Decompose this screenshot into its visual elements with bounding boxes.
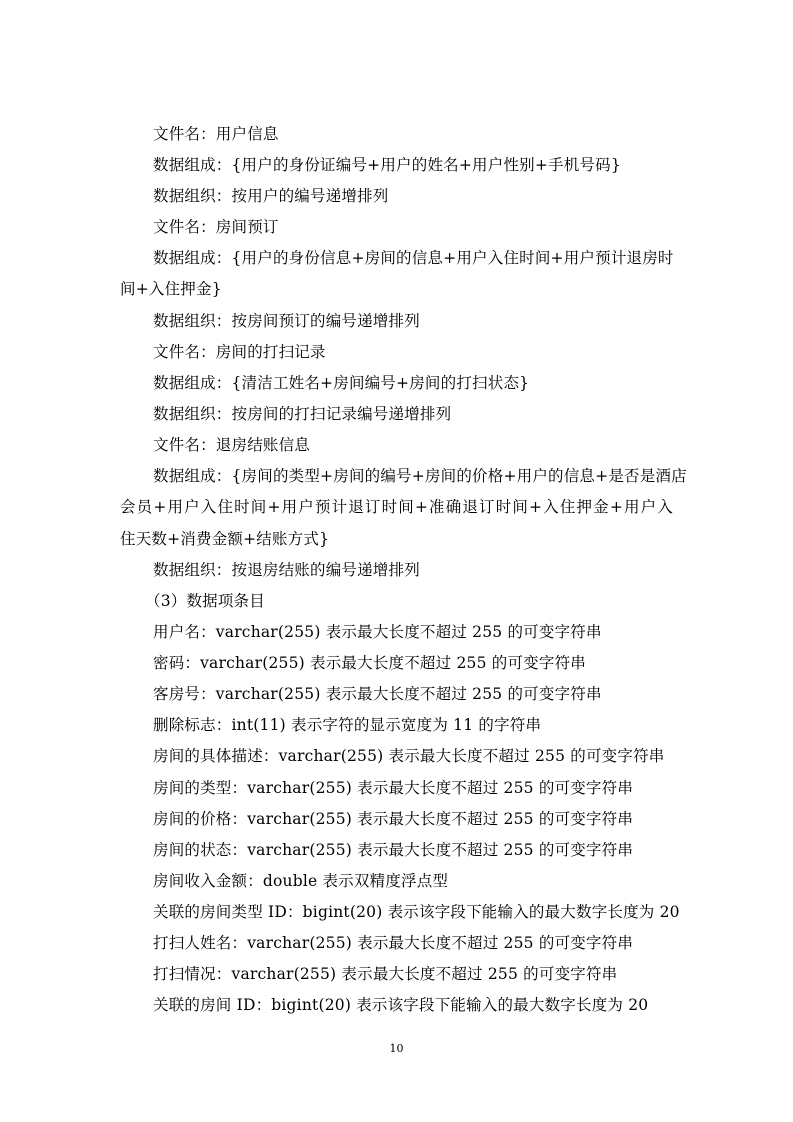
data-organization-checkout-info: 数据组织：按退房结账的编号递增排列 [153,561,420,579]
data-item-delete-flag: 删除标志：int(11) 表示字符的显示宽度为 11 的字符串 [153,716,542,734]
data-item-room-id: 关联的房间 ID：bigint(20) 表示该字段下能输入的最大数字长度为 20 [153,996,649,1014]
data-composition-user-info: 数据组成：{用户的身份证编号+用户的姓名+用户性别+手机号码} [153,156,621,174]
data-item-cleaner-name: 打扫人姓名：varchar(255) 表示最大长度不超过 255 的可变字符串 [153,934,634,952]
data-organization-user-info: 数据组织：按用户的编号递增排列 [153,187,389,205]
data-organization-room-booking: 数据组织：按房间预订的编号递增排列 [153,312,420,330]
data-item-room-type-id: 关联的房间类型 ID：bigint(20) 表示该字段下能输入的最大数字长度为 20 [153,903,680,921]
file-name-cleaning-record: 文件名：房间的打扫记录 [153,343,326,361]
data-item-cleaning-status: 打扫情况：varchar(255) 表示最大长度不超过 255 的可变字符串 [153,965,618,983]
data-organization-cleaning-record: 数据组织：按房间的打扫记录编号递增排列 [153,405,452,423]
data-composition-checkout-info: 数据组成：{房间的类型+房间的编号+房间的价格+用户的信息+是否是酒店 [153,467,687,485]
data-item-room-price: 房间的价格：varchar(255) 表示最大长度不超过 255 的可变字符串 [153,810,634,828]
data-composition-room-booking-continued: 间+入住押金} [120,280,222,298]
data-item-password: 密码：varchar(255) 表示最大长度不超过 255 的可变字符串 [153,654,586,672]
file-name-user-info: 文件名：用户信息 [153,125,279,143]
data-item-room-income: 房间收入金额：double 表示双精度浮点型 [153,872,449,890]
data-item-username: 用户名：varchar(255) 表示最大长度不超过 255 的可变字符串 [153,623,602,641]
data-item-room-number: 客房号：varchar(255) 表示最大长度不超过 255 的可变字符串 [153,685,602,703]
section-heading-data-items: （3）数据项条目 [145,592,265,610]
file-name-room-booking: 文件名：房间预订 [153,218,279,236]
data-item-room-status: 房间的状态：varchar(255) 表示最大长度不超过 255 的可变字符串 [153,841,634,859]
data-composition-checkout-info-end: 住天数+消费金额+结账方式} [120,530,330,548]
page-number: 10 [389,1042,404,1055]
data-composition-room-booking: 数据组成：{用户的身份信息+房间的信息+用户入住时间+用户预计退房时 [153,249,674,267]
data-composition-cleaning-record: 数据组成：{清洁工姓名+房间编号+房间的打扫状态} [153,374,530,392]
file-name-checkout-info: 文件名：退房结账信息 [153,436,311,454]
data-composition-checkout-info-continued: 会员+用户入住时间+用户预计退订时间+准确退订时间+入住押金+用户入 [120,498,673,516]
data-item-room-type: 房间的类型：varchar(255) 表示最大长度不超过 255 的可变字符串 [153,779,634,797]
data-item-room-description: 房间的具体描述：varchar(255) 表示最大长度不超过 255 的可变字符串 [153,747,665,765]
